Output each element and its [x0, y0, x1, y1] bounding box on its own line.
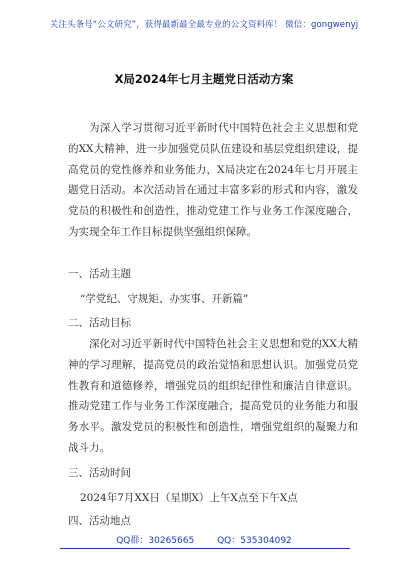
- section-body-theme: “学党纪、守规矩、办实事、开新篇”: [80, 293, 249, 305]
- section-heading-location: 四、活动地点: [68, 515, 131, 527]
- footer-qq[interactable]: QQ：535304092: [217, 536, 292, 546]
- section-heading-goals: 二、活动目标: [68, 317, 131, 329]
- section-heading-theme: 一、活动主题: [68, 268, 131, 280]
- header-banner[interactable]: 关注头条号“公文研究”，获得最新最全最专业的公文资料库！ 微信：gongwenyj: [49, 20, 359, 30]
- section-body-goals: 深化对习近平新时代中国特色社会主义思想和党的XX大精神的学习理解，提高党员的政治觉悟和思想认识。加强党员党性教育和道德修养，增强党员的组织纪律性和廉洁自律意识。推动党建工作与业务工作深度融合，提高党员的业务能力和服务水平。激发党员的积极性和创造性，增强党组织的凝聚力和战斗力。: [68, 338, 358, 454]
- footer-rule: [60, 548, 350, 549]
- section-heading-time: 三、活动时间: [68, 467, 131, 479]
- footer-contact-bar: [0, 533, 408, 546]
- footer-qq-group[interactable]: QQ群：30265665: [116, 536, 195, 546]
- intro-paragraph: 为深入学习贯彻习近平新时代中国特色社会主义思想和党的XX大精神，进一步加强党员队伍建设和基层党组织建设，提高党员的党性修养和业务能力，X局决定在2024年七月开展主题党日活动。本次活动旨在通过丰富多彩的形式和内容，激发党员的积极性和创造性，推动党建工作与业务工作深度融合，为实现全年工作目标提供坚强组织保障。: [68, 122, 358, 238]
- document-title: X局2024年七月主题党日活动方案: [114, 72, 294, 86]
- section-body-time: 2024年7月XX日（星期X）上午X点至下午X点: [80, 492, 298, 504]
